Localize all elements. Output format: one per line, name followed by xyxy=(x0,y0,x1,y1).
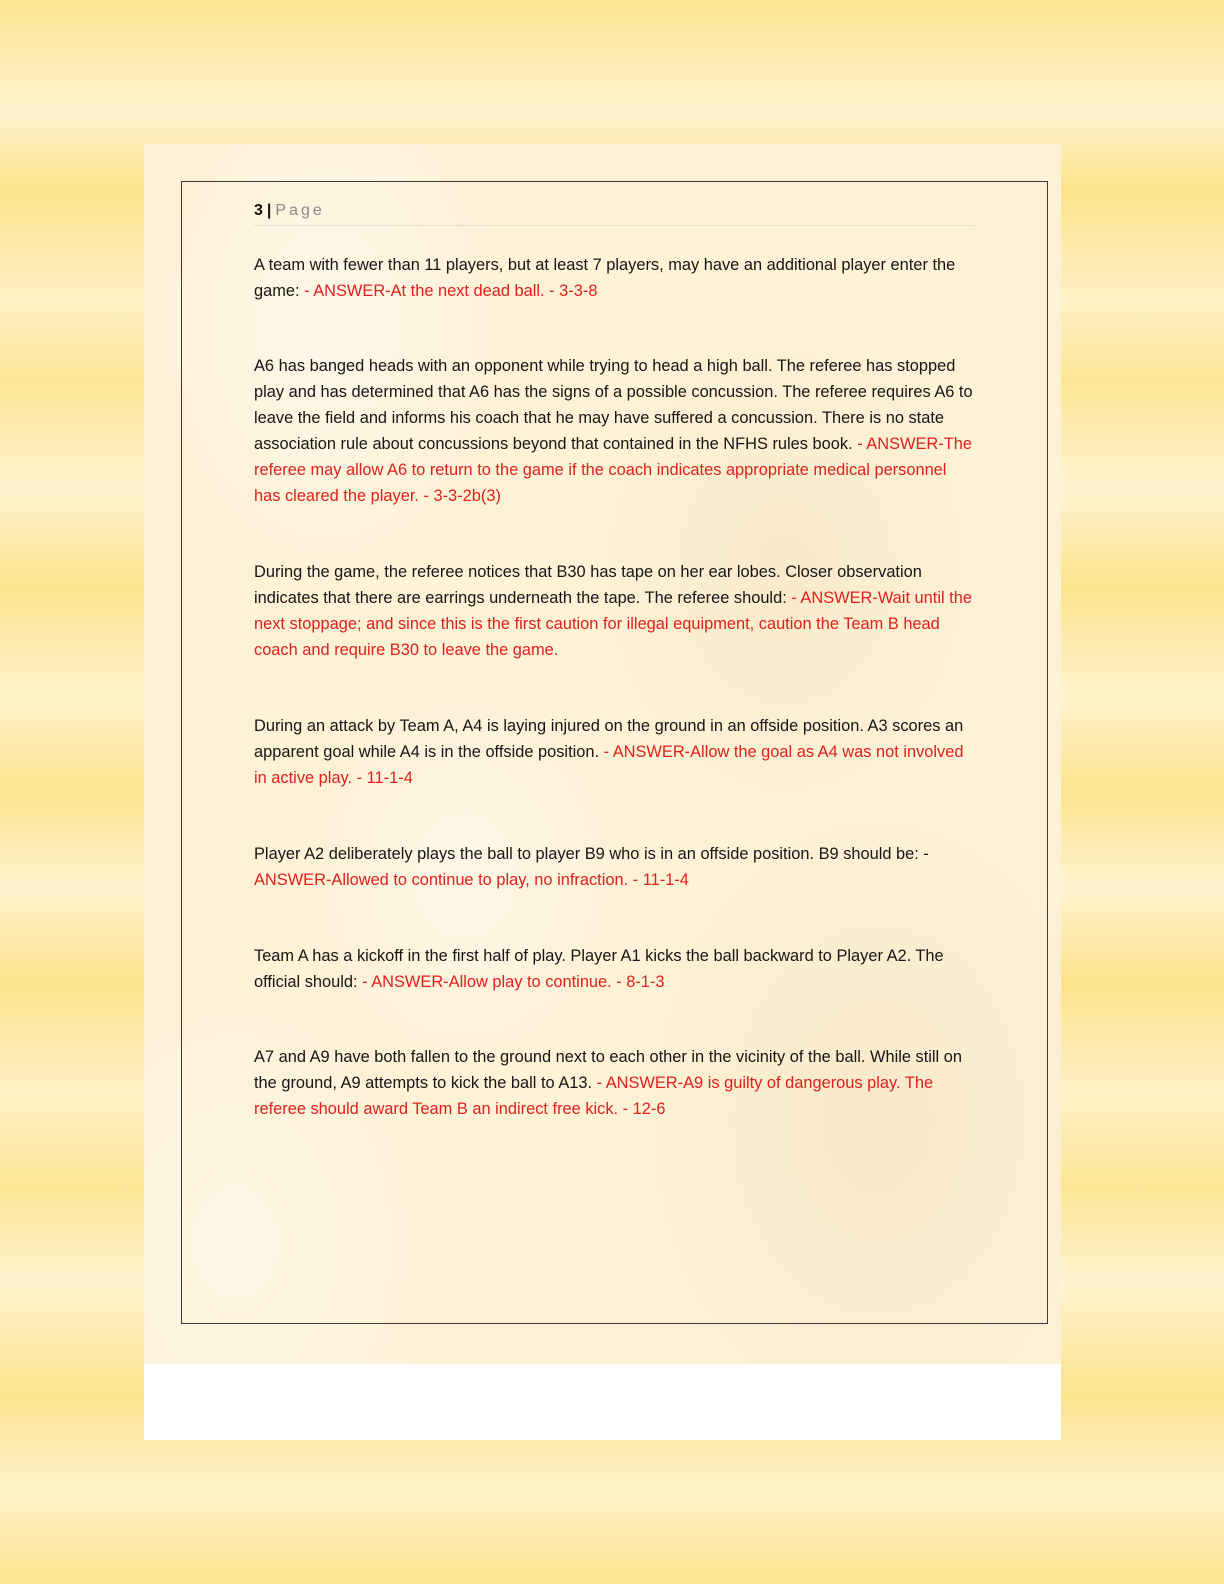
answer-text: - ANSWER-Wait until the next stoppage; and since this is the first caution for illegal equipment, caution the Team B head coach and require B30 to leave the game. xyxy=(254,589,972,659)
page-header xyxy=(254,201,974,226)
qa-item-1 xyxy=(254,252,974,304)
document-page xyxy=(144,144,1061,1440)
answer-text: - ANSWER-Allow the goal as A4 was not involved in active play. - 11-1-4 xyxy=(254,743,964,787)
answer-text: - ANSWER-At the next dead ball. - 3-3-8 xyxy=(304,282,598,300)
qa-item-4 xyxy=(254,713,974,791)
answer-text: - ANSWER-Allow play to continue. - 8-1-3 xyxy=(362,973,665,991)
page-label: Page xyxy=(275,202,325,219)
question-text: Player A2 deliberately plays the ball to player B9 who is in an offside position. B9 should be: - xyxy=(254,845,929,863)
question-text: During an attack by Team A, A4 is laying injured on the ground in an offside position. A3 scores an apparent goal while A4 is in the offside position. xyxy=(254,717,964,761)
question-text: A6 has banged heads with an opponent while trying to head a high ball. The referee has stopped play and has determined that A6 has the signs of a possible concussion. The referee requires A6 to leave the field and informs his coach that he may have suffered a concussion. There is no state association rule about concussions beyond that contained in the NFHS rules book. xyxy=(254,357,973,453)
qa-item-5 xyxy=(254,841,974,893)
qa-item-3 xyxy=(254,559,974,663)
question-text: Team A has a kickoff in the first half of play. Player A1 kicks the ball backward to Player A2. The official should: xyxy=(254,947,944,991)
answer-text: - ANSWER-A9 is guilty of dangerous play. The referee should award Team B an indirect free kick. - 12-6 xyxy=(254,1074,934,1118)
answer-text: ANSWER-Allowed to continue to play, no infraction. - 11-1-4 xyxy=(254,871,689,889)
question-text: A team with fewer than 11 players, but at least 7 players, may have an additional player enter the game: xyxy=(254,256,956,300)
qa-item-6 xyxy=(254,943,974,995)
qa-item-7 xyxy=(254,1044,974,1122)
question-text: During the game, the referee notices that B30 has tape on her ear lobes. Closer observation indicates that there are earrings underneath the tape. The referee should: xyxy=(254,563,922,607)
question-text: A7 and A9 have both fallen to the ground next to each other in the vicinity of the ball. While still on the ground, A9 attempts to kick the ball to A13. xyxy=(254,1048,962,1092)
page-separator: | xyxy=(266,202,272,219)
page-number: 3 xyxy=(254,202,263,219)
qa-item-2 xyxy=(254,353,974,509)
answer-text: - ANSWER-The referee may allow A6 to return to the game if the coach indicates appropriate medical personnel has cleared the player. - 3-3-2b(3) xyxy=(254,435,972,505)
